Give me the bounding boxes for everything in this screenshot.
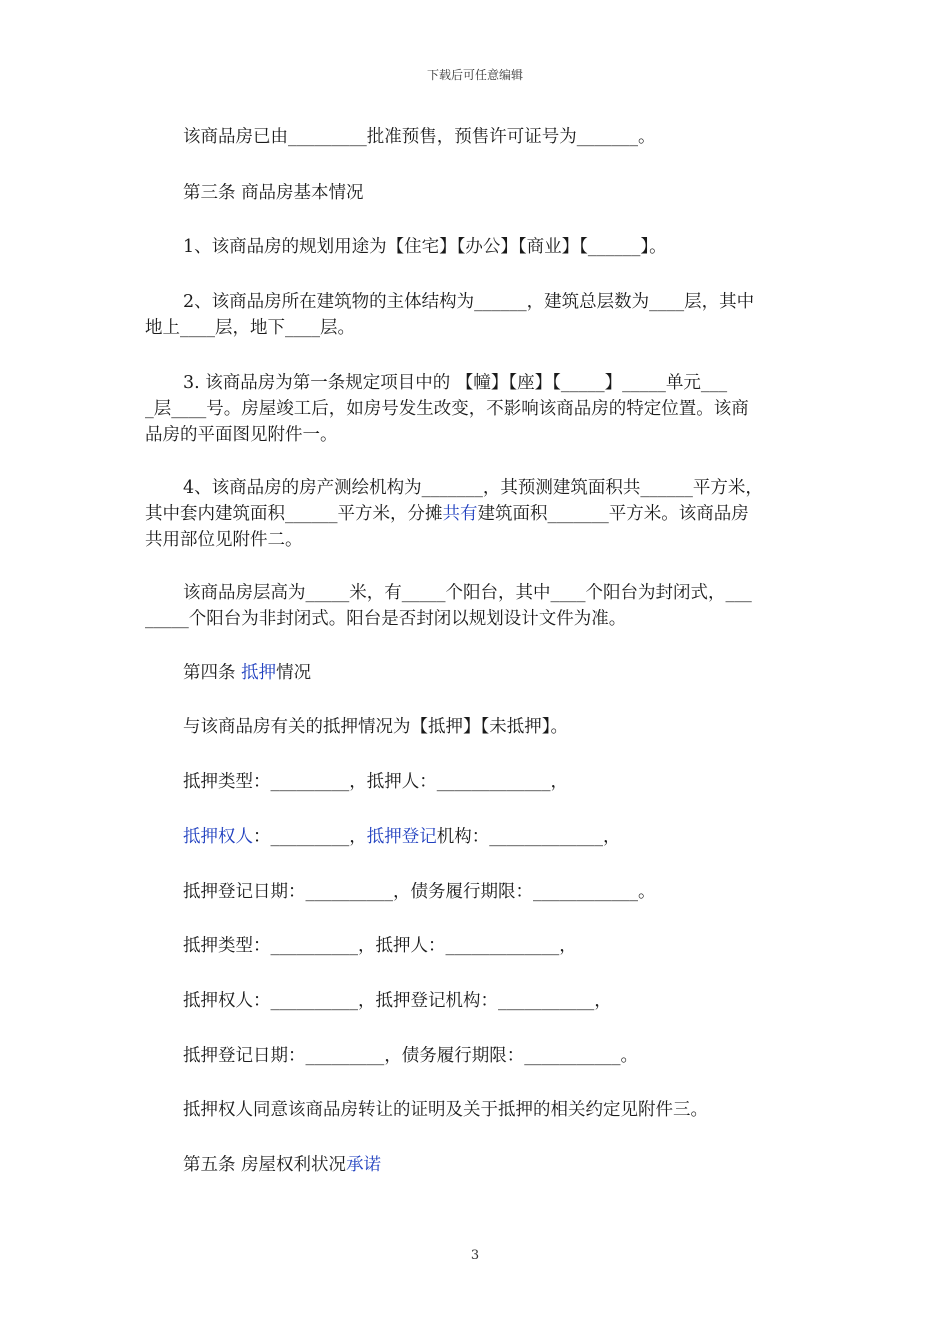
paragraph-structure-cont — [145, 315, 815, 341]
mortgage-link[interactable]: 抵押 — [241, 663, 277, 683]
article-3-heading: 第三条 商品房基本情况 — [183, 183, 364, 203]
text-span: 第四条 — [183, 663, 242, 683]
shared-link[interactable]: 共有 — [442, 504, 478, 524]
paragraph-mortgagee-2: 抵押权人：__________，抵押登记机构：___________， — [183, 991, 612, 1011]
paragraph-unit-cont — [145, 396, 815, 448]
paragraph-mortgage-type-1: 抵押类型：_________，抵押人：_____________， — [183, 772, 568, 792]
text-span: ：_________， — [253, 827, 367, 847]
text-span: 机构：_____________， — [436, 827, 621, 847]
paragraph-unit — [145, 370, 853, 396]
text-line: 2、该商品房所在建筑物的主体结构为______，建筑总层数为____层，其中 — [183, 292, 755, 312]
mortgagee-link[interactable]: 抵押权人 — [183, 827, 253, 847]
paragraph-usage: 1、该商品房的规划用途为【住宅】【办公】【商业】【______】。 — [183, 237, 667, 257]
text-line: 该商品房层高为_____米，有_____个阳台，其中____个阳台为封闭式，___ — [183, 583, 752, 603]
text-span: 建筑面积_______平方米。该商品房 — [477, 504, 749, 524]
paragraph-mortgage-date-1: 抵押登记日期：__________，债务履行期限：____________。 — [183, 882, 656, 902]
article-4-heading — [145, 660, 853, 686]
paragraph-area-cont — [145, 501, 815, 553]
paragraph-mortgagee-1 — [145, 824, 853, 850]
page-header: 下载后可任意编辑 — [426, 68, 523, 82]
text-line: _____个阳台为非封闭式。阳台是否封闭以规划设计文件为准。 — [145, 609, 627, 629]
paragraph-mortgage-date-2: 抵押登记日期：_________，债务履行期限：___________。 — [183, 1046, 638, 1066]
text-line: 4、该商品房的房产测绘机构为_______，其预测建筑面积共______平方米， — [183, 478, 763, 498]
paragraph-balcony — [145, 580, 853, 606]
page-number: 3 — [470, 1248, 480, 1263]
article-5-heading — [145, 1152, 853, 1178]
text-line: 地上____层，地下____层。 — [145, 318, 355, 338]
text-line — [145, 501, 815, 527]
paragraph-mortgage-status: 与该商品房有关的抵押情况为【抵押】【未抵押】。 — [183, 717, 568, 737]
text-line: 品房的平面图见附件一。 — [145, 425, 338, 445]
commitment-link[interactable]: 承诺 — [346, 1155, 382, 1175]
text-line: 共用部位见附件二。 — [145, 530, 303, 550]
text-span: 第五条 房屋权利状况 — [183, 1155, 347, 1175]
paragraph-presale: 该商品房已由_________批准预售，预售许可证号为_______。 — [183, 127, 656, 147]
paragraph-area — [145, 475, 853, 501]
paragraph-structure — [145, 289, 853, 315]
paragraph-mortgage-type-2: 抵押类型：__________，抵押人：_____________， — [183, 936, 577, 956]
mortgage-registration-link[interactable]: 抵押登记 — [366, 827, 437, 847]
paragraph-balcony-cont — [145, 606, 815, 632]
paragraph-mortgage-consent: 抵押权人同意该商品房转让的证明及关于抵押的相关约定见附件三。 — [183, 1100, 708, 1120]
text-span: 情况 — [276, 663, 312, 683]
text-span: 其中套内建筑面积______平方米，分摊 — [145, 504, 443, 524]
text-line: 3. 该商品房为第一条规定项目中的 【幢】【座】【_____】_____单元___ — [183, 373, 728, 393]
text-line: _层____号。房屋竣工后，如房号发生改变，不影响该商品房的特定位置。该商 — [145, 399, 749, 419]
